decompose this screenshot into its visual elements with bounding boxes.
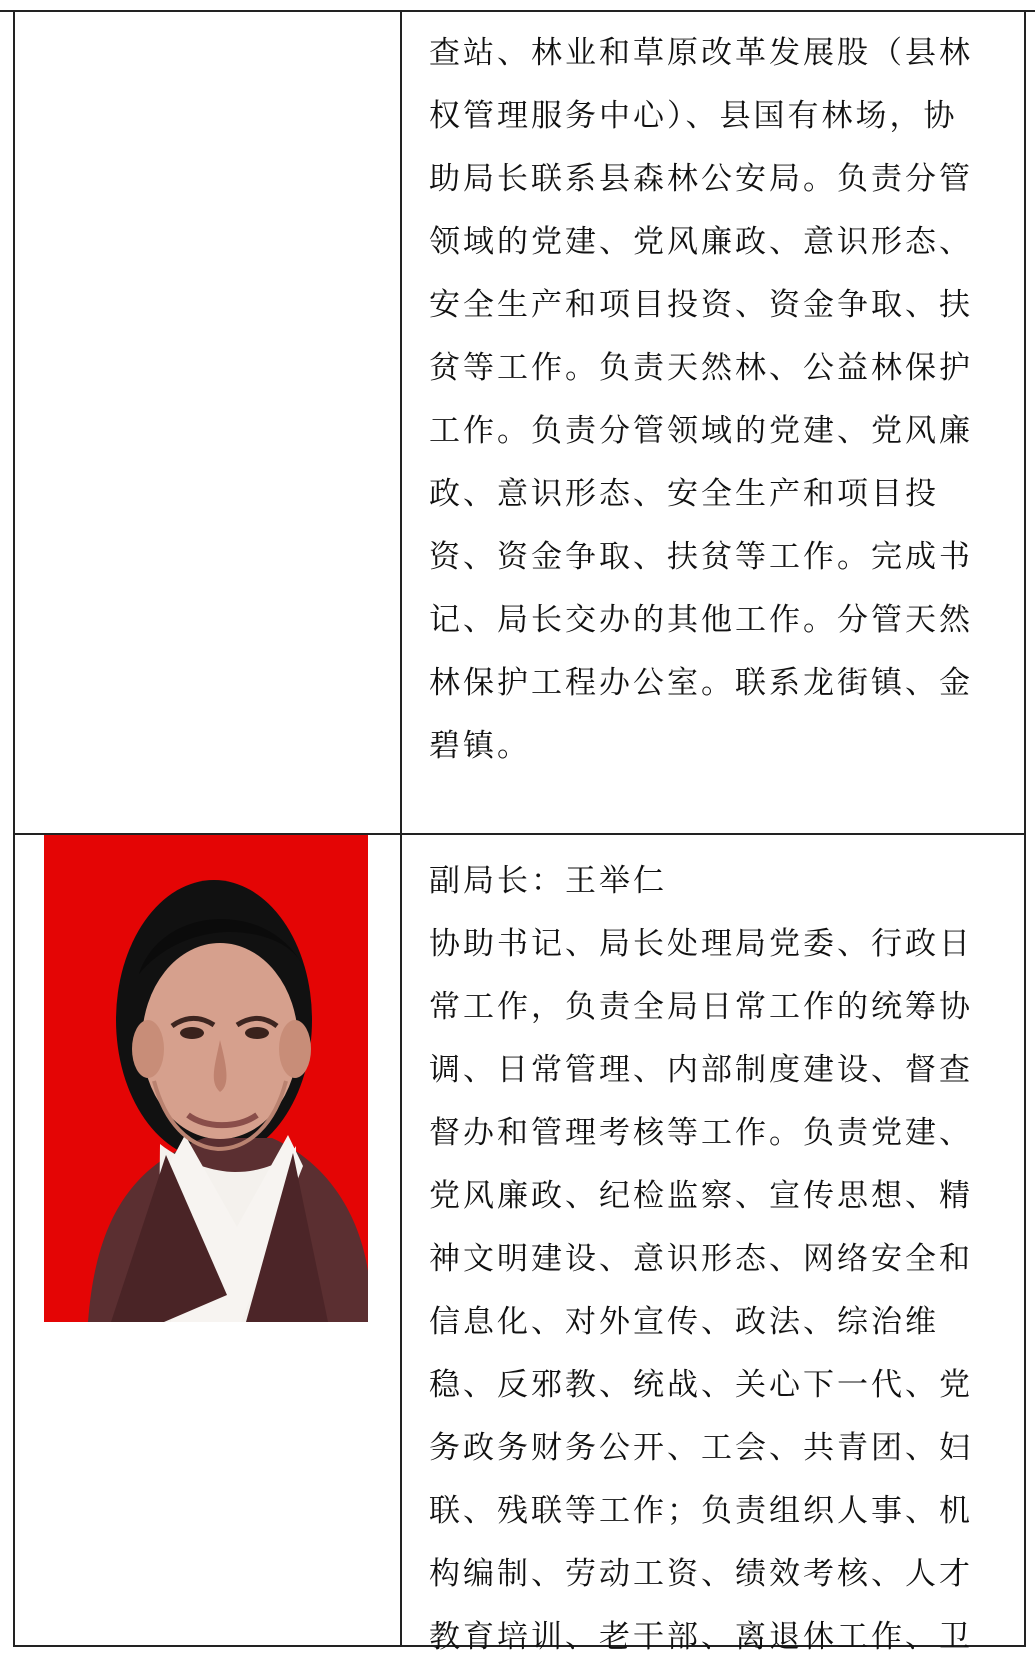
text-line: 联、残联等工作；负责组织人事、机 bbox=[429, 1493, 973, 1529]
text-line: 稳、反邪教、统战、关心下一代、党 bbox=[429, 1367, 973, 1403]
table-row-first bbox=[13, 10, 1026, 835]
text-line: 安全生产和项目投资、资金争取、扶 bbox=[429, 287, 973, 323]
text-line: 督办和管理考核等工作。负责党建、 bbox=[429, 1115, 973, 1151]
text-line: 构编制、劳动工资、绩效考核、人才 bbox=[429, 1556, 973, 1592]
text-line: 林保护工程办公室。联系龙街镇、金 bbox=[429, 665, 973, 701]
position-title: 副局长：王举仁 bbox=[429, 863, 667, 899]
official-portrait-photo bbox=[44, 835, 368, 1322]
duty-paragraph bbox=[429, 22, 1006, 778]
text-line: 政、意识形态、安全生产和项目投 bbox=[429, 476, 939, 512]
text-line: 调、日常管理、内部制度建设、督查 bbox=[429, 1052, 973, 1088]
duty-text-cell bbox=[414, 10, 1006, 835]
text-line: 工作。负责分管领域的党建、党风廉 bbox=[429, 413, 973, 449]
text-line: 党风廉政、纪检监察、宣传思想、精 bbox=[429, 1178, 973, 1214]
text-line: 记、局长交办的其他工作。分管天然 bbox=[429, 602, 973, 638]
text-line: 神文明建设、意识形态、网络安全和 bbox=[429, 1241, 973, 1277]
text-line: 贫等工作。负责天然林、公益林保护 bbox=[429, 350, 973, 386]
text-line: 领域的党建、党风廉政、意识形态、 bbox=[429, 224, 973, 260]
duty-text-cell bbox=[414, 835, 1006, 1655]
text-line: 协助书记、局长处理局党委、行政日 bbox=[429, 926, 973, 962]
text-line: 查站、林业和草原改革发展股（县林 bbox=[429, 35, 973, 71]
duty-paragraph bbox=[429, 850, 1006, 1669]
text-line: 常工作，负责全局日常工作的统筹协 bbox=[429, 989, 973, 1025]
text-line: 助局长联系县森林公安局。负责分管 bbox=[429, 161, 973, 197]
table-row-second bbox=[13, 835, 1026, 1655]
text-line: 资、资金争取、扶贫等工作。完成书 bbox=[429, 539, 973, 575]
portrait-illustration bbox=[44, 835, 368, 1322]
text-line: 信息化、对外宣传、政法、综治维 bbox=[429, 1304, 939, 1340]
text-line: 碧镇。 bbox=[429, 728, 531, 764]
text-line: 教育培训、老干部、离退休工作、卫 bbox=[429, 1619, 973, 1655]
text-line: 权管理服务中心）、县国有林场，协 bbox=[429, 98, 958, 134]
text-line: 务政务财务公开、工会、共青团、妇 bbox=[429, 1430, 973, 1466]
